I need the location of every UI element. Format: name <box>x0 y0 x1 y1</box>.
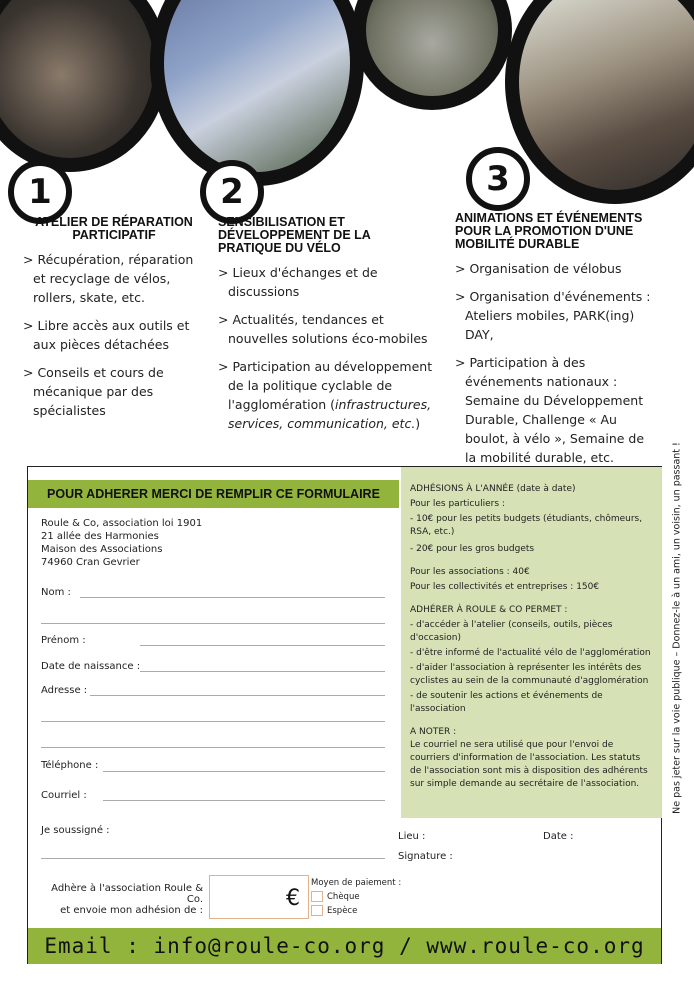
collectivites-tarif: Pour les collectivités et entreprises : 150€ <box>410 582 600 592</box>
prenom-field[interactable] <box>140 645 385 646</box>
adresse-field-line3[interactable] <box>41 747 385 748</box>
courriel-label: Courriel : <box>41 790 87 801</box>
permet-item: - d'accéder à l'atelier (conseils, outils, pièces d'occasion) <box>410 620 613 643</box>
step-2-item <box>218 357 433 433</box>
association-address <box>41 517 202 569</box>
step-3-title: ANIMATIONS ET ÉVÉNEMENTS POUR LA PROMOTION D'UNE MOBILITÉ DURABLE <box>455 211 643 251</box>
form-title: POUR ADHERER MERCI DE REMPLIR CE FORMULAIRE <box>28 480 399 508</box>
step-2-title: SENSIBILISATION ET DÉVELOPPEMENT DE LA PRATIQUE DU VÉLO <box>218 215 371 255</box>
step-1-item: > Libre accès aux outils et aux pièces détachées <box>23 316 205 354</box>
checkbox-espece[interactable] <box>311 905 323 916</box>
step-3-item: > Organisation de vélobus <box>455 259 655 278</box>
associations-tarif: Pour les associations : 40€ <box>410 567 530 577</box>
prenom-label: Prénom : <box>41 635 86 646</box>
step-3-number: 3 <box>466 147 530 211</box>
cheque-label: Chèque <box>327 892 360 902</box>
contact-footer: Email : info@roule-co.org / www.roule-co.org <box>28 928 661 964</box>
step-2-item: > Actualités, tendances et nouvelles solutions éco-mobiles <box>218 310 433 348</box>
particuliers-label: Pour les particuliers : <box>410 499 505 509</box>
address-line: 21 allée des Harmonies <box>41 531 159 542</box>
kids-photo <box>352 0 512 110</box>
photo-strip <box>0 0 694 235</box>
event-photo <box>505 0 694 204</box>
adhere-line1: Adhère à l'association Roule & Co. <box>51 883 203 905</box>
euro-sign: € <box>286 886 300 911</box>
workshop-photo <box>0 0 168 172</box>
vertical-note <box>666 442 688 814</box>
step-2-item-text: Participation au développement de la politique cyclable de l'agglomération ( <box>228 359 433 412</box>
lieu-label: Lieu : <box>398 831 426 842</box>
address-line: Roule & Co, association loi 1901 <box>41 518 203 529</box>
tarif-item: - 20€ pour les gros budgets <box>410 544 535 554</box>
adresse-field-line2[interactable] <box>41 721 385 722</box>
membership-form <box>27 466 662 964</box>
payment-option-cheque[interactable] <box>311 891 401 902</box>
naissance-label: Date de naissance : <box>41 661 141 672</box>
address-line: Maison des Associations <box>41 544 163 555</box>
noter-text: Le courriel ne sera utilisé que pour l'envoi de courriers d'information de l'association. Les statuts de l'association sont mis à disposition des adhérents sur simple demande au secrétaire de l'association. <box>410 740 648 789</box>
nom-label: Nom : <box>41 587 71 598</box>
naissance-field[interactable] <box>140 671 385 672</box>
permet-item: - d'aider l'association à représenter les intérêts des cyclistes au sein de la communauté d'agglomération <box>410 663 649 686</box>
info-panel <box>401 467 662 818</box>
stand-photo <box>150 0 364 186</box>
step-1-item: > Conseils et cours de mécanique par des spécialistes <box>23 363 205 420</box>
date-label: Date : <box>543 831 574 842</box>
telephone-label: Téléphone : <box>41 760 99 771</box>
nom-field[interactable] <box>80 597 385 598</box>
adhere-line2: et envoie mon adhésion de : <box>60 905 203 916</box>
step-1-column <box>23 216 205 429</box>
nom-field-line2[interactable] <box>41 623 385 624</box>
step-2-column <box>218 216 433 442</box>
step-3-column <box>455 212 655 476</box>
adhesions-title: ADHÉSIONS À L'ANNÉE (date à date) <box>410 484 576 494</box>
step-1-title: ATELIER DE RÉPARATION PARTICIPATIF <box>35 215 193 242</box>
payment-title: Moyen de paiement : <box>311 878 402 888</box>
checkbox-cheque[interactable] <box>311 891 323 902</box>
adhere-label <box>41 883 203 916</box>
amount-input[interactable] <box>209 875 309 919</box>
tarif-item: - 10€ pour les petits budgets (étudiants, chômeurs, RSA, etc.) <box>410 514 643 537</box>
step-2-item-italic: infrastructures, services, communication, etc. <box>228 397 432 431</box>
permet-title: ADHÉRER À ROULE & CO PERMET : <box>410 605 568 615</box>
step-3-item: > Organisation d'événements : Ateliers mobiles, PARK(ing) DAY, <box>455 287 655 344</box>
signature-label: Signature : <box>398 851 453 862</box>
adresse-label: Adresse : <box>41 685 88 696</box>
adresse-field[interactable] <box>90 695 385 696</box>
step-1-item: > Récupération, réparation et recyclage de vélos, rollers, skate, etc. <box>23 250 205 307</box>
step-2-item: > Lieux d'échanges et de discussions <box>218 263 433 301</box>
step-1-number: 1 <box>8 160 72 224</box>
permet-item: - de soutenir les actions et événements de l'association <box>410 691 603 714</box>
soussigne-label: Je soussigné : <box>41 825 110 836</box>
telephone-field[interactable] <box>103 771 385 772</box>
espece-label: Espèce <box>327 906 358 916</box>
address-line: 74960 Cran Gevrier <box>41 557 140 568</box>
step-2-number: 2 <box>200 160 264 224</box>
vertical-note-text: Ne pas jeter sur la voie publique – Donnez-le à un ami, un voisin, un passant ! <box>671 442 683 814</box>
courriel-field[interactable] <box>103 800 385 801</box>
noter-title: A NOTER : <box>410 727 457 737</box>
soussigne-field[interactable] <box>41 858 385 859</box>
payment-method <box>311 878 401 916</box>
payment-option-espece[interactable] <box>311 905 401 916</box>
step-2-item-end: ) <box>415 416 421 431</box>
permet-item: - d'être informé de l'actualité vélo de l'agglomération <box>410 648 651 658</box>
step-3-item: > Participation à des événements nationaux : Semaine du Développement Durable, Challenge « Au boulot, à vélo », Semaine de la mobilité durable, etc. <box>455 353 655 467</box>
